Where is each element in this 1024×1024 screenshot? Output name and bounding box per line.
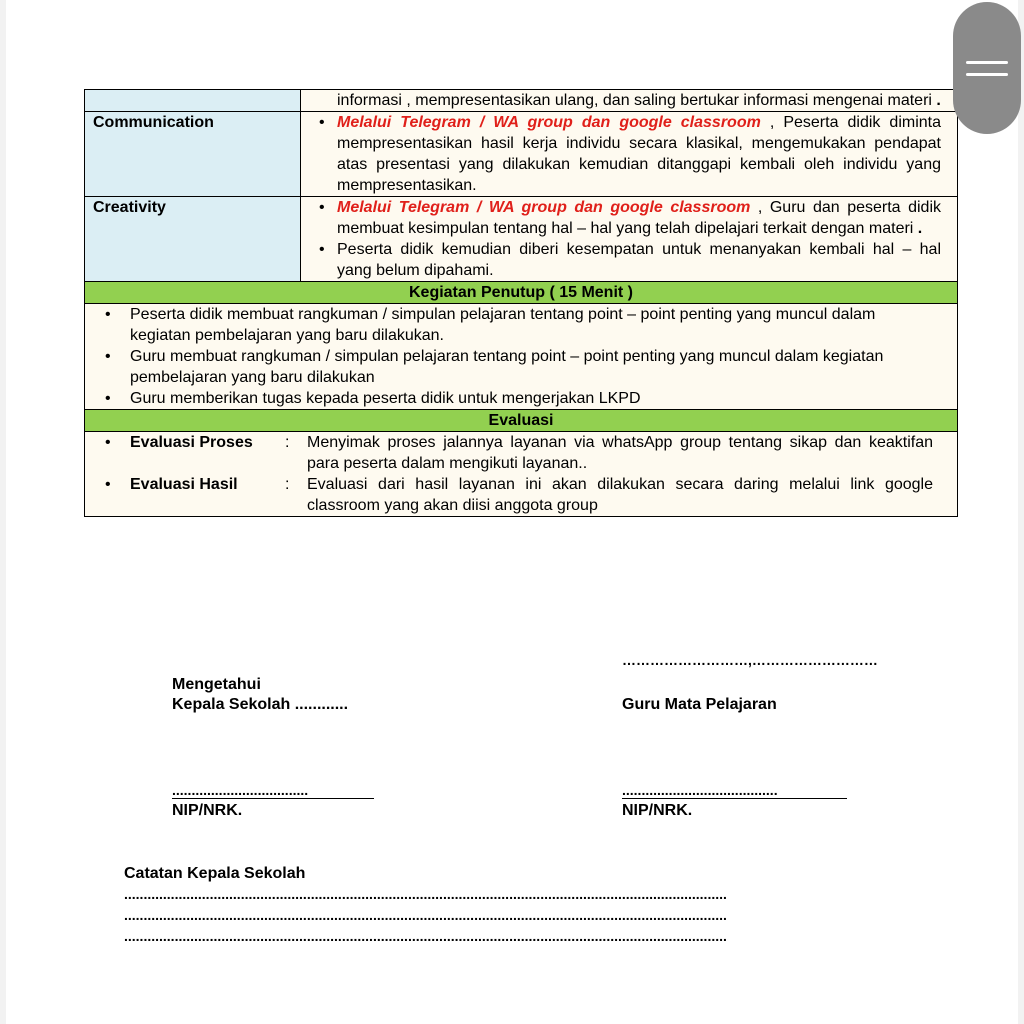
list-item: • Peserta didik kemudian diberi kesempatan untuk menanyakan kembali hal – hal yang belum dipahami. <box>309 239 941 281</box>
notes-line: ........................................................................................................................................................... <box>124 907 727 923</box>
evaluasi-list <box>85 432 933 516</box>
section-heading-evaluasi: Evaluasi <box>85 410 958 432</box>
evaluasi-proses-label: • Evaluasi Proses <box>130 434 253 451</box>
table-row-creativity <box>85 197 958 282</box>
right-nip: NIP/NRK. <box>622 802 693 819</box>
notes-line: ........................................................................................................................................................... <box>124 886 727 902</box>
document-page <box>6 0 1018 1024</box>
table-row <box>85 90 958 112</box>
list-item: • Peserta didik membuat rangkuman / simpulan pelajaran tentang point – point penting yang muncul dalam kegiatan pembelajaran yang baru dilakukan. <box>85 304 933 346</box>
list-item: • Evaluasi Proses : Menyimak proses jalannya layanan via whatsApp group tentang sikap dan keaktifan para peserta dalam mengikuti layanan.. <box>85 432 933 474</box>
evaluasi-hasil-label: • Evaluasi Hasil <box>130 476 238 493</box>
list-item: • Guru membuat rangkuman / simpulan pelajaran tentang point – point penting yang muncul dalam kegiatan pembelajaran yang baru dilakukan <box>85 346 933 388</box>
row-label <box>85 90 301 112</box>
right-signature-line: ........................................ <box>622 782 847 799</box>
left-nip: NIP/NRK. <box>172 802 243 819</box>
handle-grip-icon <box>966 61 1008 64</box>
left-signatory-line1: Mengetahui <box>172 676 261 693</box>
left-signature-line: ................................... <box>172 782 374 799</box>
section-heading-penutup: Kegiatan Penutup ( 15 Menit ) <box>85 282 958 304</box>
communication-list <box>309 112 941 196</box>
list-item: • Melalui Telegram / WA group dan google classroom , Guru dan peserta didik membuat kesimpulan tentang hal – hal yang telah dipelajari terkait dengan materi . <box>309 197 941 239</box>
scroll-handle[interactable] <box>953 2 1021 134</box>
place-date-line: ………………………,……………………… <box>622 652 878 668</box>
right-signatory-title: Guru Mata Pelajaran <box>622 696 777 713</box>
penutup-list <box>85 304 933 409</box>
notes-title: Catatan Kepala Sekolah <box>124 865 306 882</box>
list-item: • Guru memberikan tugas kepada peserta didik untuk mengerjakan LKPD <box>85 388 933 409</box>
left-signatory-title: Kepala Sekolah ............ <box>172 696 349 713</box>
lesson-plan-table <box>84 89 958 517</box>
creativity-list <box>309 197 941 281</box>
notes-line: ........................................................................................................................................................... <box>124 928 727 944</box>
list-item: • Melalui Telegram / WA group dan google classroom , Peserta didik diminta mempresentasikan hasil kerja individu secara klasikal, mengemukakan pendapat atas presentasi yang dilakukan kemudian ditanggapi kembali oleh individu yang mempresentasikan. <box>309 112 941 196</box>
label-creativity: Creativity <box>85 197 301 282</box>
label-communication: Communication <box>85 112 301 197</box>
table-row-communication <box>85 112 958 197</box>
evaluasi-proses-text: Menyimak proses jalannya layanan via whatsApp group tentang sikap dan keaktifan para peserta dalam mengikuti layanan.. <box>307 434 933 472</box>
evaluasi-hasil-text: Evaluasi dari hasil layanan ini akan dilakukan secara daring melalui link google classroom yang akan diisi anggota group <box>307 476 933 514</box>
list-item: • Evaluasi Hasil : Evaluasi dari hasil layanan ini akan dilakukan secara daring melalui link google classroom yang akan diisi anggota group <box>85 474 933 516</box>
row-text: informasi , mempresentasikan ulang, dan saling bertukar informasi mengenai materi . <box>337 92 941 109</box>
